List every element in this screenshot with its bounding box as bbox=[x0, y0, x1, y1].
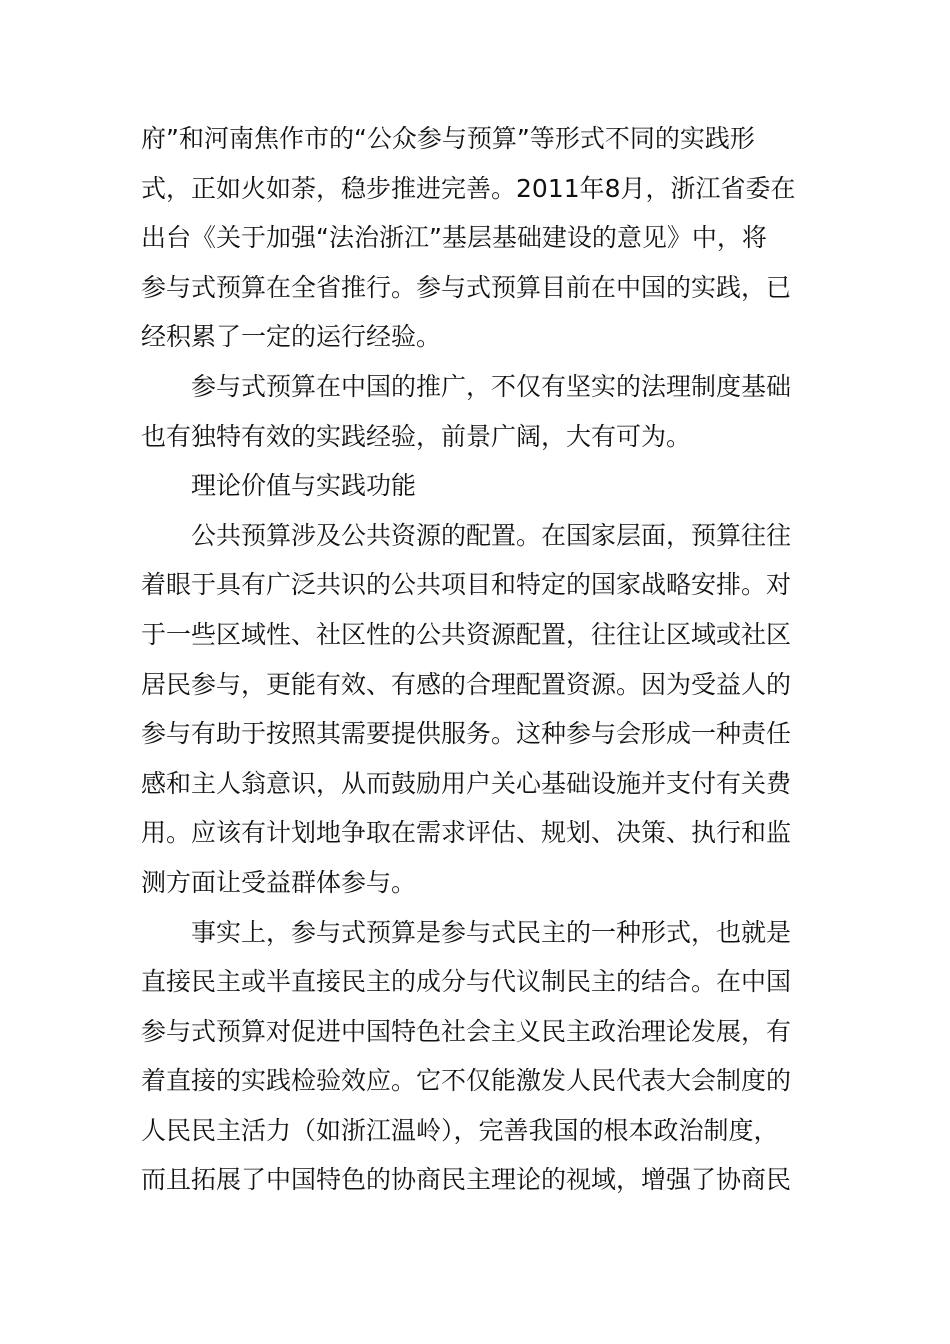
text-line: 直接民主或半直接民主的成分与代议制民主的结合。在中国 bbox=[141, 967, 792, 997]
text-line: 着眼于具有广泛共识的公共项目和特定的国家战略安排。对 bbox=[141, 570, 792, 600]
text-line: 参与式预算在全省推行。参与式预算目前在中国的实践，已 bbox=[141, 272, 792, 302]
text-line: 感和主人翁意识，从而鼓励用户关心基础设施并支付有关费 bbox=[141, 768, 792, 798]
text-line: 也有独特有效的实践经验，前景广阔，大有可为。 bbox=[141, 421, 692, 451]
text-line: 式，正如火如荼，稳步推进完善。2011年8月，浙江省委在 bbox=[141, 173, 796, 203]
section-heading: 理论价值与实践功能 bbox=[141, 471, 417, 501]
text-line: 居民参与，更能有效、有感的合理配置资源。因为受益人的 bbox=[141, 669, 792, 699]
text-line: 参与有助于按照其需要提供服务。这种参与会形成一种责任 bbox=[141, 719, 792, 749]
text-line: 而且拓展了中国特色的协商民主理论的视域，增强了协商民 bbox=[141, 1165, 792, 1195]
text-line: 人民民主活力（如浙江温岭），完善我国的根本政治制度， bbox=[141, 1115, 779, 1145]
text-line: 公共预算涉及公共资源的配置。在国家层面，预算往往 bbox=[141, 520, 792, 550]
text-line: 事实上，参与式预算是参与式民主的一种形式，也就是 bbox=[141, 917, 792, 947]
text-line: 着直接的实践检验效应。它不仅能激发人民代表大会制度的 bbox=[141, 1066, 792, 1096]
text-line: 用。应该有计划地争取在需求评估、规划、决策、执行和监 bbox=[141, 818, 792, 848]
text-line: 参与式预算对促进中国特色社会主义民主政治理论发展，有 bbox=[141, 1016, 792, 1046]
text-line: 经积累了一定的运行经验。 bbox=[141, 322, 442, 352]
text-line: 测方面让受益群体参与。 bbox=[141, 867, 417, 897]
text-line: 府”和河南焦作市的“公众参与预算”等形式不同的实践形 bbox=[141, 124, 755, 153]
document-body bbox=[141, 114, 811, 1205]
text-line: 出台《关于加强“法治浙江”基层基础建设的意见》中，将 bbox=[141, 223, 767, 253]
text-line: 于一些区域性、社区性的公共资源配置，往往让区域或社区 bbox=[141, 619, 792, 649]
text-line: 参与式预算在中国的推广，不仅有坚实的法理制度基础 bbox=[141, 371, 792, 401]
